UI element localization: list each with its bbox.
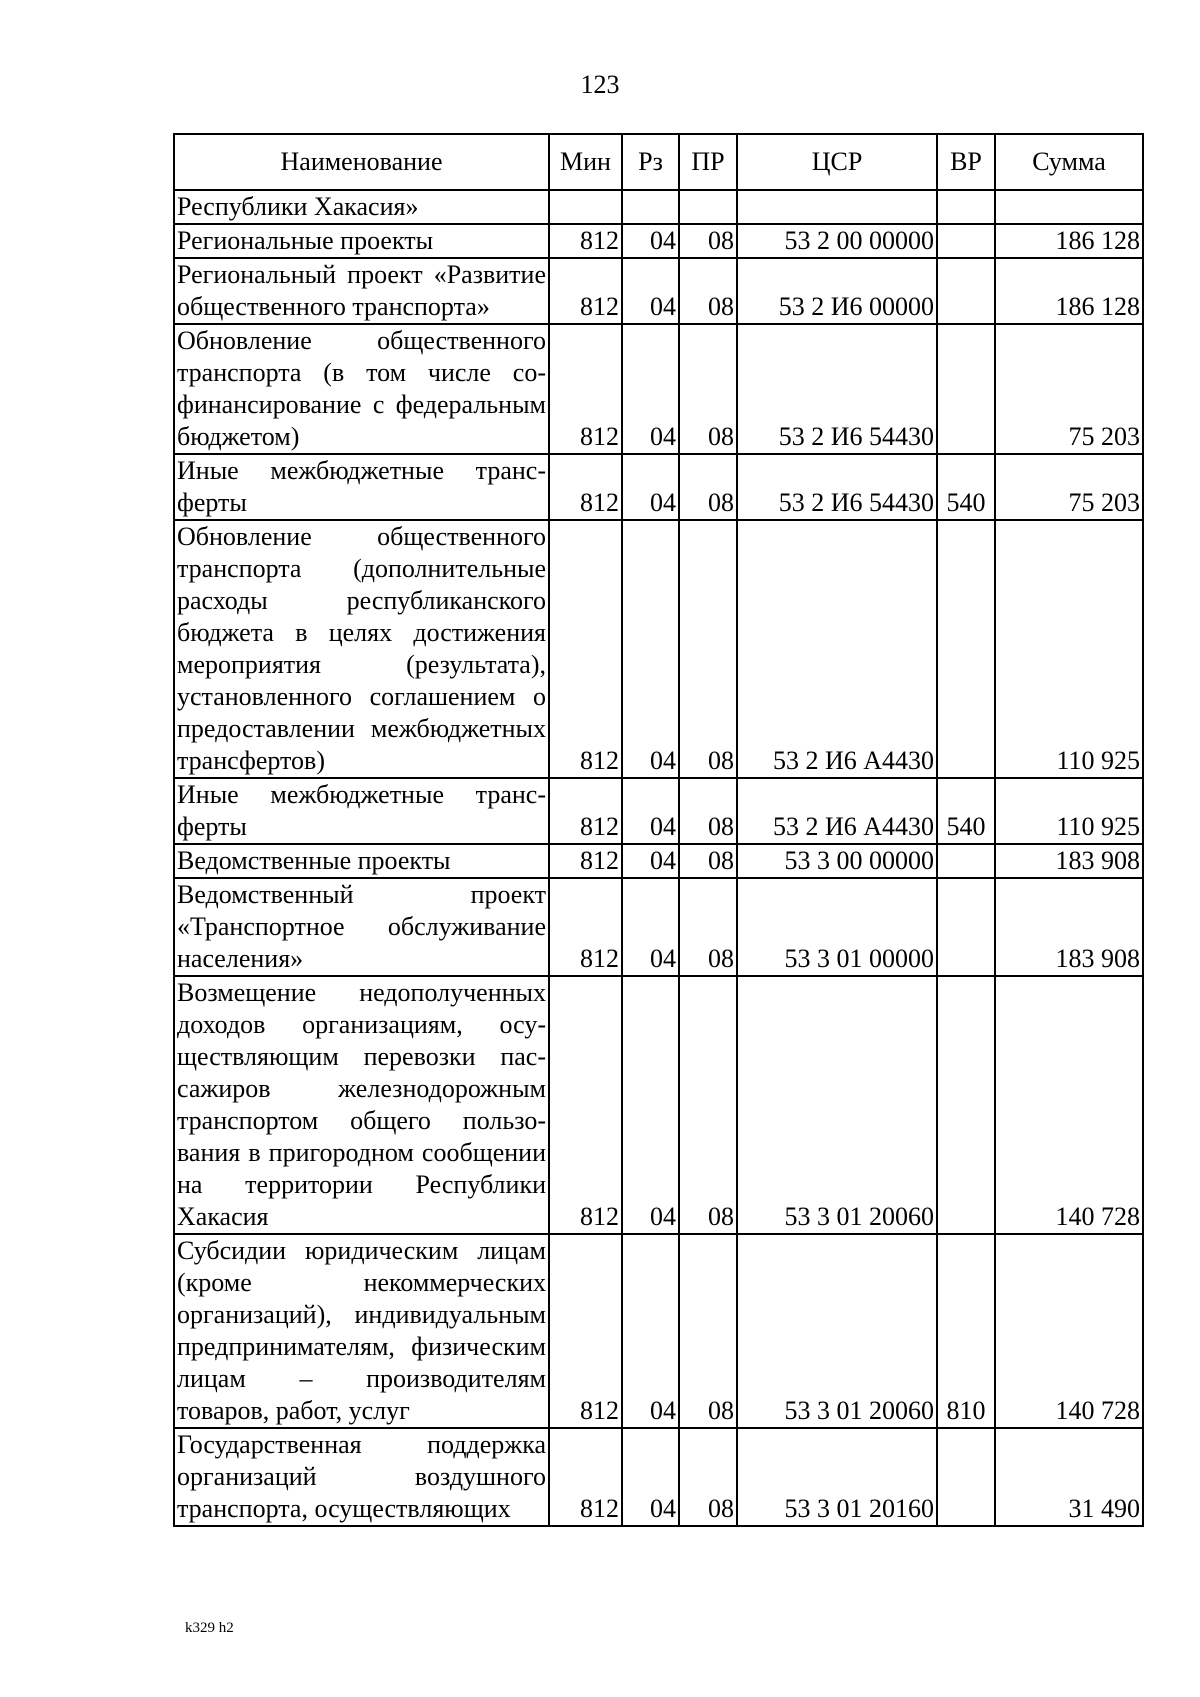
table-row <box>174 224 1143 258</box>
row-sum-cell: 183 908 <box>995 844 1143 878</box>
row-csr-cell: 53 3 01 20060 <box>737 976 937 1234</box>
row-name-cell: Республики Хакасия» <box>174 190 549 224</box>
row-vr-cell <box>937 844 995 878</box>
row-min-cell: 812 <box>549 1428 622 1526</box>
row-rz-cell: 04 <box>622 520 679 778</box>
row-min-cell: 812 <box>549 258 622 324</box>
row-name-cell: Иные межбюджетные трансферты <box>174 778 549 844</box>
row-sum-cell: 31 490 <box>995 1428 1143 1526</box>
row-pr-cell: 08 <box>679 778 737 844</box>
row-min-cell: 812 <box>549 778 622 844</box>
row-min-cell <box>549 190 622 224</box>
row-rz-cell: 04 <box>622 844 679 878</box>
row-min-cell: 812 <box>549 520 622 778</box>
table-header-row <box>174 134 1143 190</box>
row-name-cell: Иные межбюджетные трансферты <box>174 454 549 520</box>
row-vr-cell: 540 <box>937 454 995 520</box>
row-rz-cell: 04 <box>622 1234 679 1428</box>
row-csr-cell: 53 2 И6 00000 <box>737 258 937 324</box>
header-sum: Сумма <box>995 134 1143 190</box>
row-vr-cell <box>937 190 995 224</box>
row-sum-cell: 140 728 <box>995 976 1143 1234</box>
table-row <box>174 520 1143 778</box>
header-rz: Рз <box>622 134 679 190</box>
row-name-cell: Региональные проекты <box>174 224 549 258</box>
row-rz-cell <box>622 190 679 224</box>
row-pr-cell: 08 <box>679 1428 737 1526</box>
row-pr-cell: 08 <box>679 258 737 324</box>
table-row <box>174 878 1143 976</box>
row-csr-cell: 53 3 01 20060 <box>737 1234 937 1428</box>
row-name-cell: Субсидии юридическим лицам (кроме некоммерческих организаций), индивидуальным предпринимателям, физическим лицам – производителям товаров, работ, услуг <box>174 1234 549 1428</box>
row-vr-cell <box>937 878 995 976</box>
row-csr-cell: 53 2 И6 А4430 <box>737 520 937 778</box>
row-rz-cell: 04 <box>622 778 679 844</box>
row-min-cell: 812 <box>549 844 622 878</box>
row-pr-cell: 08 <box>679 324 737 454</box>
row-pr-cell: 08 <box>679 520 737 778</box>
row-sum-cell: 140 728 <box>995 1234 1143 1428</box>
row-csr-cell: 53 2 И6 54430 <box>737 324 937 454</box>
row-name-cell: Возмещение недополученных доходов организациям, осуществляющим перевозки пассажиров железнодорожным транспортом общего пользования в пригородном сообщении на территории Республики Хакасия <box>174 976 549 1234</box>
row-rz-cell: 04 <box>622 1428 679 1526</box>
table-row <box>174 454 1143 520</box>
row-rz-cell: 04 <box>622 454 679 520</box>
row-csr-cell: 53 3 01 20160 <box>737 1428 937 1526</box>
row-min-cell: 812 <box>549 224 622 258</box>
table-row <box>174 190 1143 224</box>
row-rz-cell: 04 <box>622 976 679 1234</box>
document-code: k329 h2 <box>185 1620 234 1636</box>
row-vr-cell <box>937 258 995 324</box>
row-rz-cell: 04 <box>622 324 679 454</box>
row-vr-cell <box>937 1428 995 1526</box>
row-pr-cell: 08 <box>679 454 737 520</box>
page-number: 123 <box>580 70 620 99</box>
row-min-cell: 812 <box>549 976 622 1234</box>
row-vr-cell <box>937 324 995 454</box>
header-pr: ПР <box>679 134 737 190</box>
table-row <box>174 324 1143 454</box>
row-sum-cell: 110 925 <box>995 520 1143 778</box>
row-min-cell: 812 <box>549 878 622 976</box>
row-name-cell: Ведомственные проекты <box>174 844 549 878</box>
row-vr-cell <box>937 224 995 258</box>
row-name-cell: Государственная поддержка организаций воздушного транспорта, осуществляющих <box>174 1428 549 1526</box>
row-csr-cell: 53 3 01 00000 <box>737 878 937 976</box>
row-rz-cell: 04 <box>622 224 679 258</box>
row-sum-cell: 75 203 <box>995 454 1143 520</box>
row-pr-cell: 08 <box>679 878 737 976</box>
header-csr: ЦСР <box>737 134 937 190</box>
row-name-cell: Ведомственный проект «Транспортное обслуживание населения» <box>174 878 549 976</box>
row-csr-cell <box>737 190 937 224</box>
row-sum-cell: 186 128 <box>995 258 1143 324</box>
row-sum-cell: 75 203 <box>995 324 1143 454</box>
row-min-cell: 812 <box>549 324 622 454</box>
row-min-cell: 812 <box>549 1234 622 1428</box>
row-pr-cell: 08 <box>679 224 737 258</box>
row-sum-cell: 110 925 <box>995 778 1143 844</box>
table-row <box>174 778 1143 844</box>
row-sum-cell: 186 128 <box>995 224 1143 258</box>
row-vr-cell: 540 <box>937 778 995 844</box>
table-row <box>174 1428 1143 1526</box>
header-name: Наименование <box>174 134 549 190</box>
budget-table <box>173 133 1144 1527</box>
row-csr-cell: 53 2 И6 А4430 <box>737 778 937 844</box>
row-csr-cell: 53 2 00 00000 <box>737 224 937 258</box>
row-min-cell: 812 <box>549 454 622 520</box>
row-sum-cell <box>995 190 1143 224</box>
table-row <box>174 1234 1143 1428</box>
row-csr-cell: 53 3 00 00000 <box>737 844 937 878</box>
row-name-cell: Обновление общественного транспорта (в том числе софинансирование с федеральным бюджетом) <box>174 324 549 454</box>
table-row <box>174 976 1143 1234</box>
table-row <box>174 258 1143 324</box>
row-pr-cell: 08 <box>679 976 737 1234</box>
row-rz-cell: 04 <box>622 878 679 976</box>
table-body <box>174 190 1143 1526</box>
row-pr-cell: 08 <box>679 1234 737 1428</box>
row-csr-cell: 53 2 И6 54430 <box>737 454 937 520</box>
row-vr-cell <box>937 520 995 778</box>
row-name-cell: Обновление общественного транспорта (дополнительные расходы республиканского бюджета в целях достижения мероприятия (результата), установленного соглашением о предоставлении межбюджетных трансфертов) <box>174 520 549 778</box>
table-row <box>174 844 1143 878</box>
header-vr: ВР <box>937 134 995 190</box>
row-sum-cell: 183 908 <box>995 878 1143 976</box>
header-min: Мин <box>549 134 622 190</box>
row-vr-cell: 810 <box>937 1234 995 1428</box>
row-rz-cell: 04 <box>622 258 679 324</box>
row-pr-cell: 08 <box>679 844 737 878</box>
row-vr-cell <box>937 976 995 1234</box>
row-pr-cell <box>679 190 737 224</box>
row-name-cell: Региональный проект «Развитие общественного транспорта» <box>174 258 549 324</box>
